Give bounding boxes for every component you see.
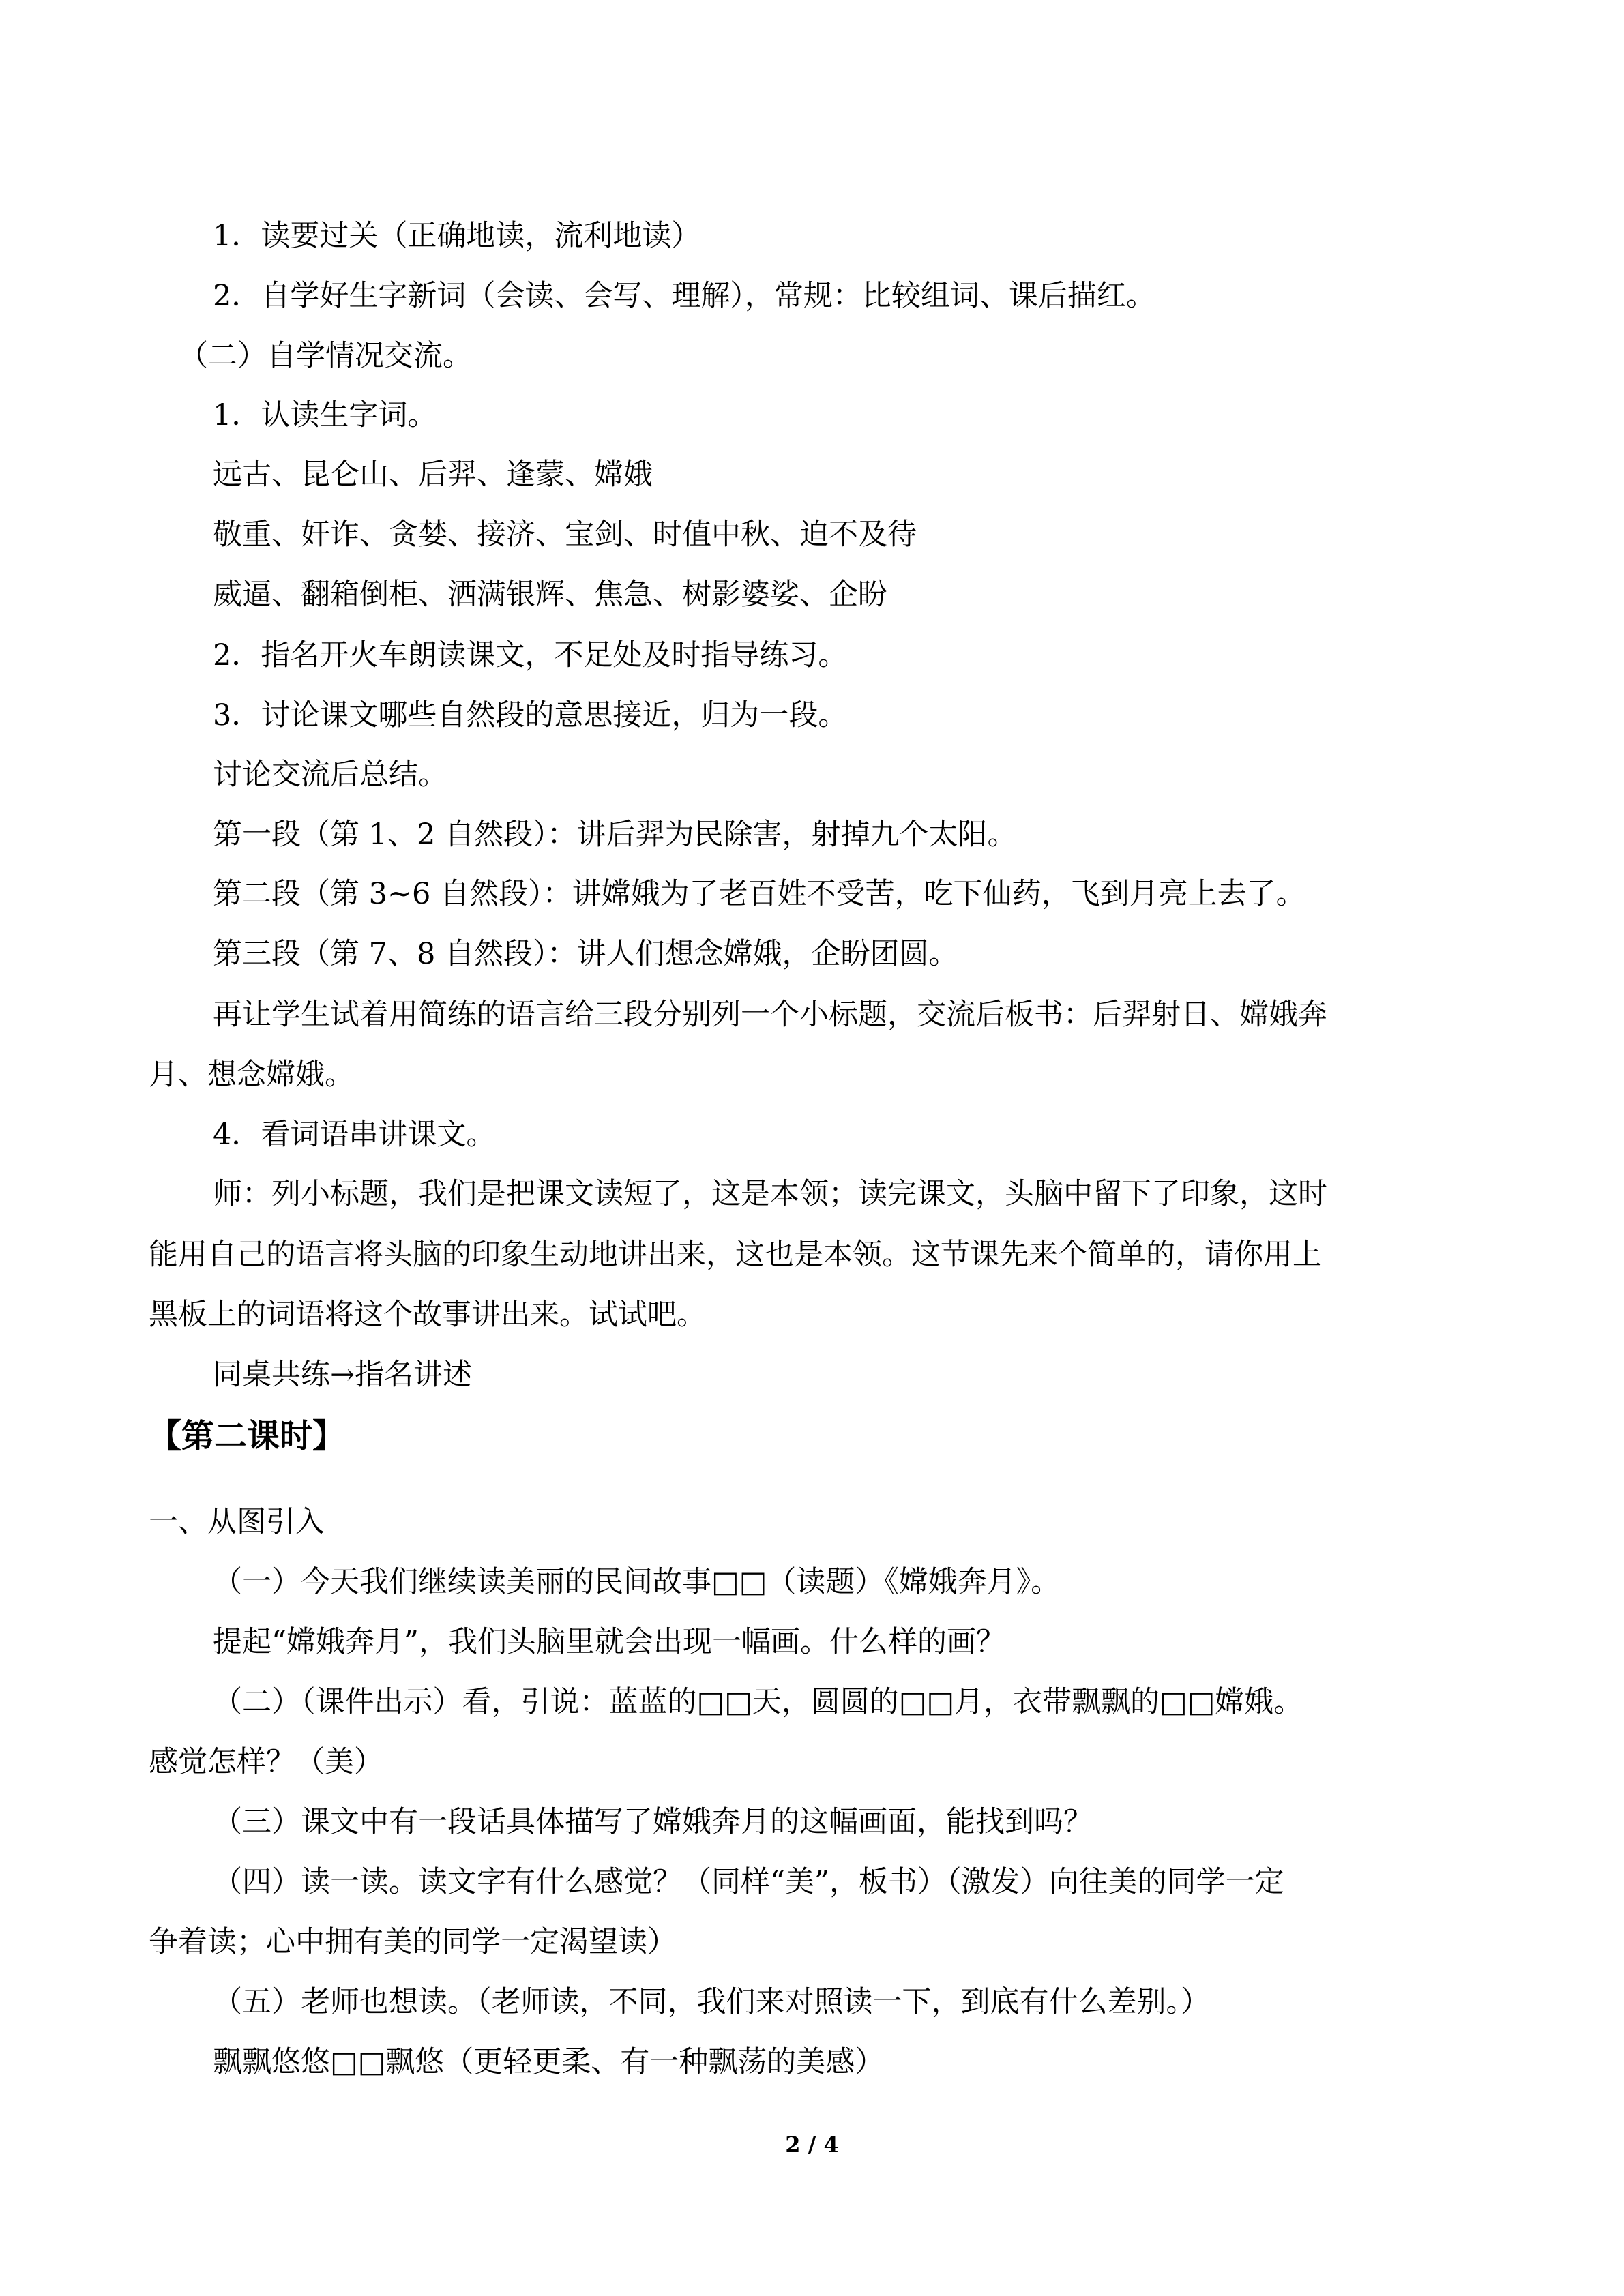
list-item: 1．认读生字词。	[213, 398, 437, 432]
paragraph: 提起“嫦娥奔月”，我们头脑里就会出现一幅画。什么样的画？	[213, 1625, 1005, 1659]
list-item: 4．看词语串讲课文。	[213, 1118, 496, 1152]
word-list: 威逼、翻箱倒柜、洒满银辉、焦急、树影婆娑、企盼	[213, 578, 887, 612]
paragraph: 讨论交流后总结。	[213, 758, 447, 792]
paragraph: （二）（课件出示）看，引说：蓝蓝的□□天，圆圆的□□月，衣带飘飘的□□嫦娥。	[213, 1685, 1303, 1719]
paragraph: 第三段（第 7、8 自然段）：讲人们想念嫦娥，企盼团圆。	[213, 937, 958, 971]
paragraph: 再让学生试着用简练的语言给三段分别列一个小标题，交流后板书：后羿射日、嫦娥奔	[213, 998, 1327, 1032]
section-heading: 【第二课时】	[149, 1417, 346, 1455]
paragraph: 争着读；心中拥有美的同学一定渴望读）	[149, 1925, 677, 1959]
paragraph: （四）读一读。读文字有什么感觉？（同样“美”，板书）（激发）向往美的同学一定	[213, 1865, 1284, 1899]
paragraph: 黑板上的词语将这个故事讲出来。试试吧。	[149, 1298, 706, 1332]
word-list: 远古、昆仑山、后羿、逢蒙、嫦娥	[213, 458, 653, 492]
paragraph: 第二段（第 3~6 自然段）：讲嫦娥为了老百姓不受苦，吃下仙药，飞到月亮上去了。	[213, 877, 1305, 911]
paragraph: （五）老师也想读。（老师读，不同，我们来对照读一下，到底有什么差别。）	[213, 1985, 1210, 2019]
paragraph: （三）课文中有一段话具体描写了嫦娥奔月的这幅画面，能找到吗？	[213, 1805, 1093, 1839]
paragraph: 感觉怎样？（美）	[149, 1745, 383, 1779]
paragraph: 第一段（第 1、2 自然段）：讲后羿为民除害，射掉九个太阳。	[213, 818, 1017, 852]
paragraph: 能用自己的语言将头脑的印象生动地讲出来，这也是本领。这节课先来个简单的，请你用上	[149, 1238, 1322, 1272]
section-subheading: 一、从图引入	[149, 1505, 325, 1539]
paragraph: 同桌共练→指名讲述	[213, 1358, 473, 1392]
list-item: 3．讨论课文哪些自然段的意思接近，归为一段。	[213, 698, 848, 732]
paragraph: 飘飘悠悠□□飘悠（更轻更柔、有一种飘荡的美感）	[213, 2045, 885, 2079]
list-item: 2．自学好生字新词（会读、会写、理解），常规：比较组词、课后描红。	[213, 279, 1155, 313]
page-number: 2 / 4	[785, 2132, 839, 2158]
paragraph: （一）今天我们继续读美丽的民间故事□□（读题）《嫦娥奔月》。	[213, 1565, 1061, 1599]
word-list: 敬重、奸诈、贪婪、接济、宝剑、时值中秋、迫不及待	[213, 518, 917, 552]
paragraph: 月、想念嫦娥。	[149, 1058, 354, 1092]
list-item: 1．读要过关（正确地读，流利地读）	[213, 219, 701, 253]
paragraph: 师：列小标题，我们是把课文读短了，这是本领；读完课文，头脑中留下了印象，这时	[213, 1177, 1327, 1211]
list-item: 2．指名开火车朗读课文，不足处及时指导练习。	[213, 638, 848, 672]
section-subheading: （二）自学情况交流。	[179, 339, 472, 373]
